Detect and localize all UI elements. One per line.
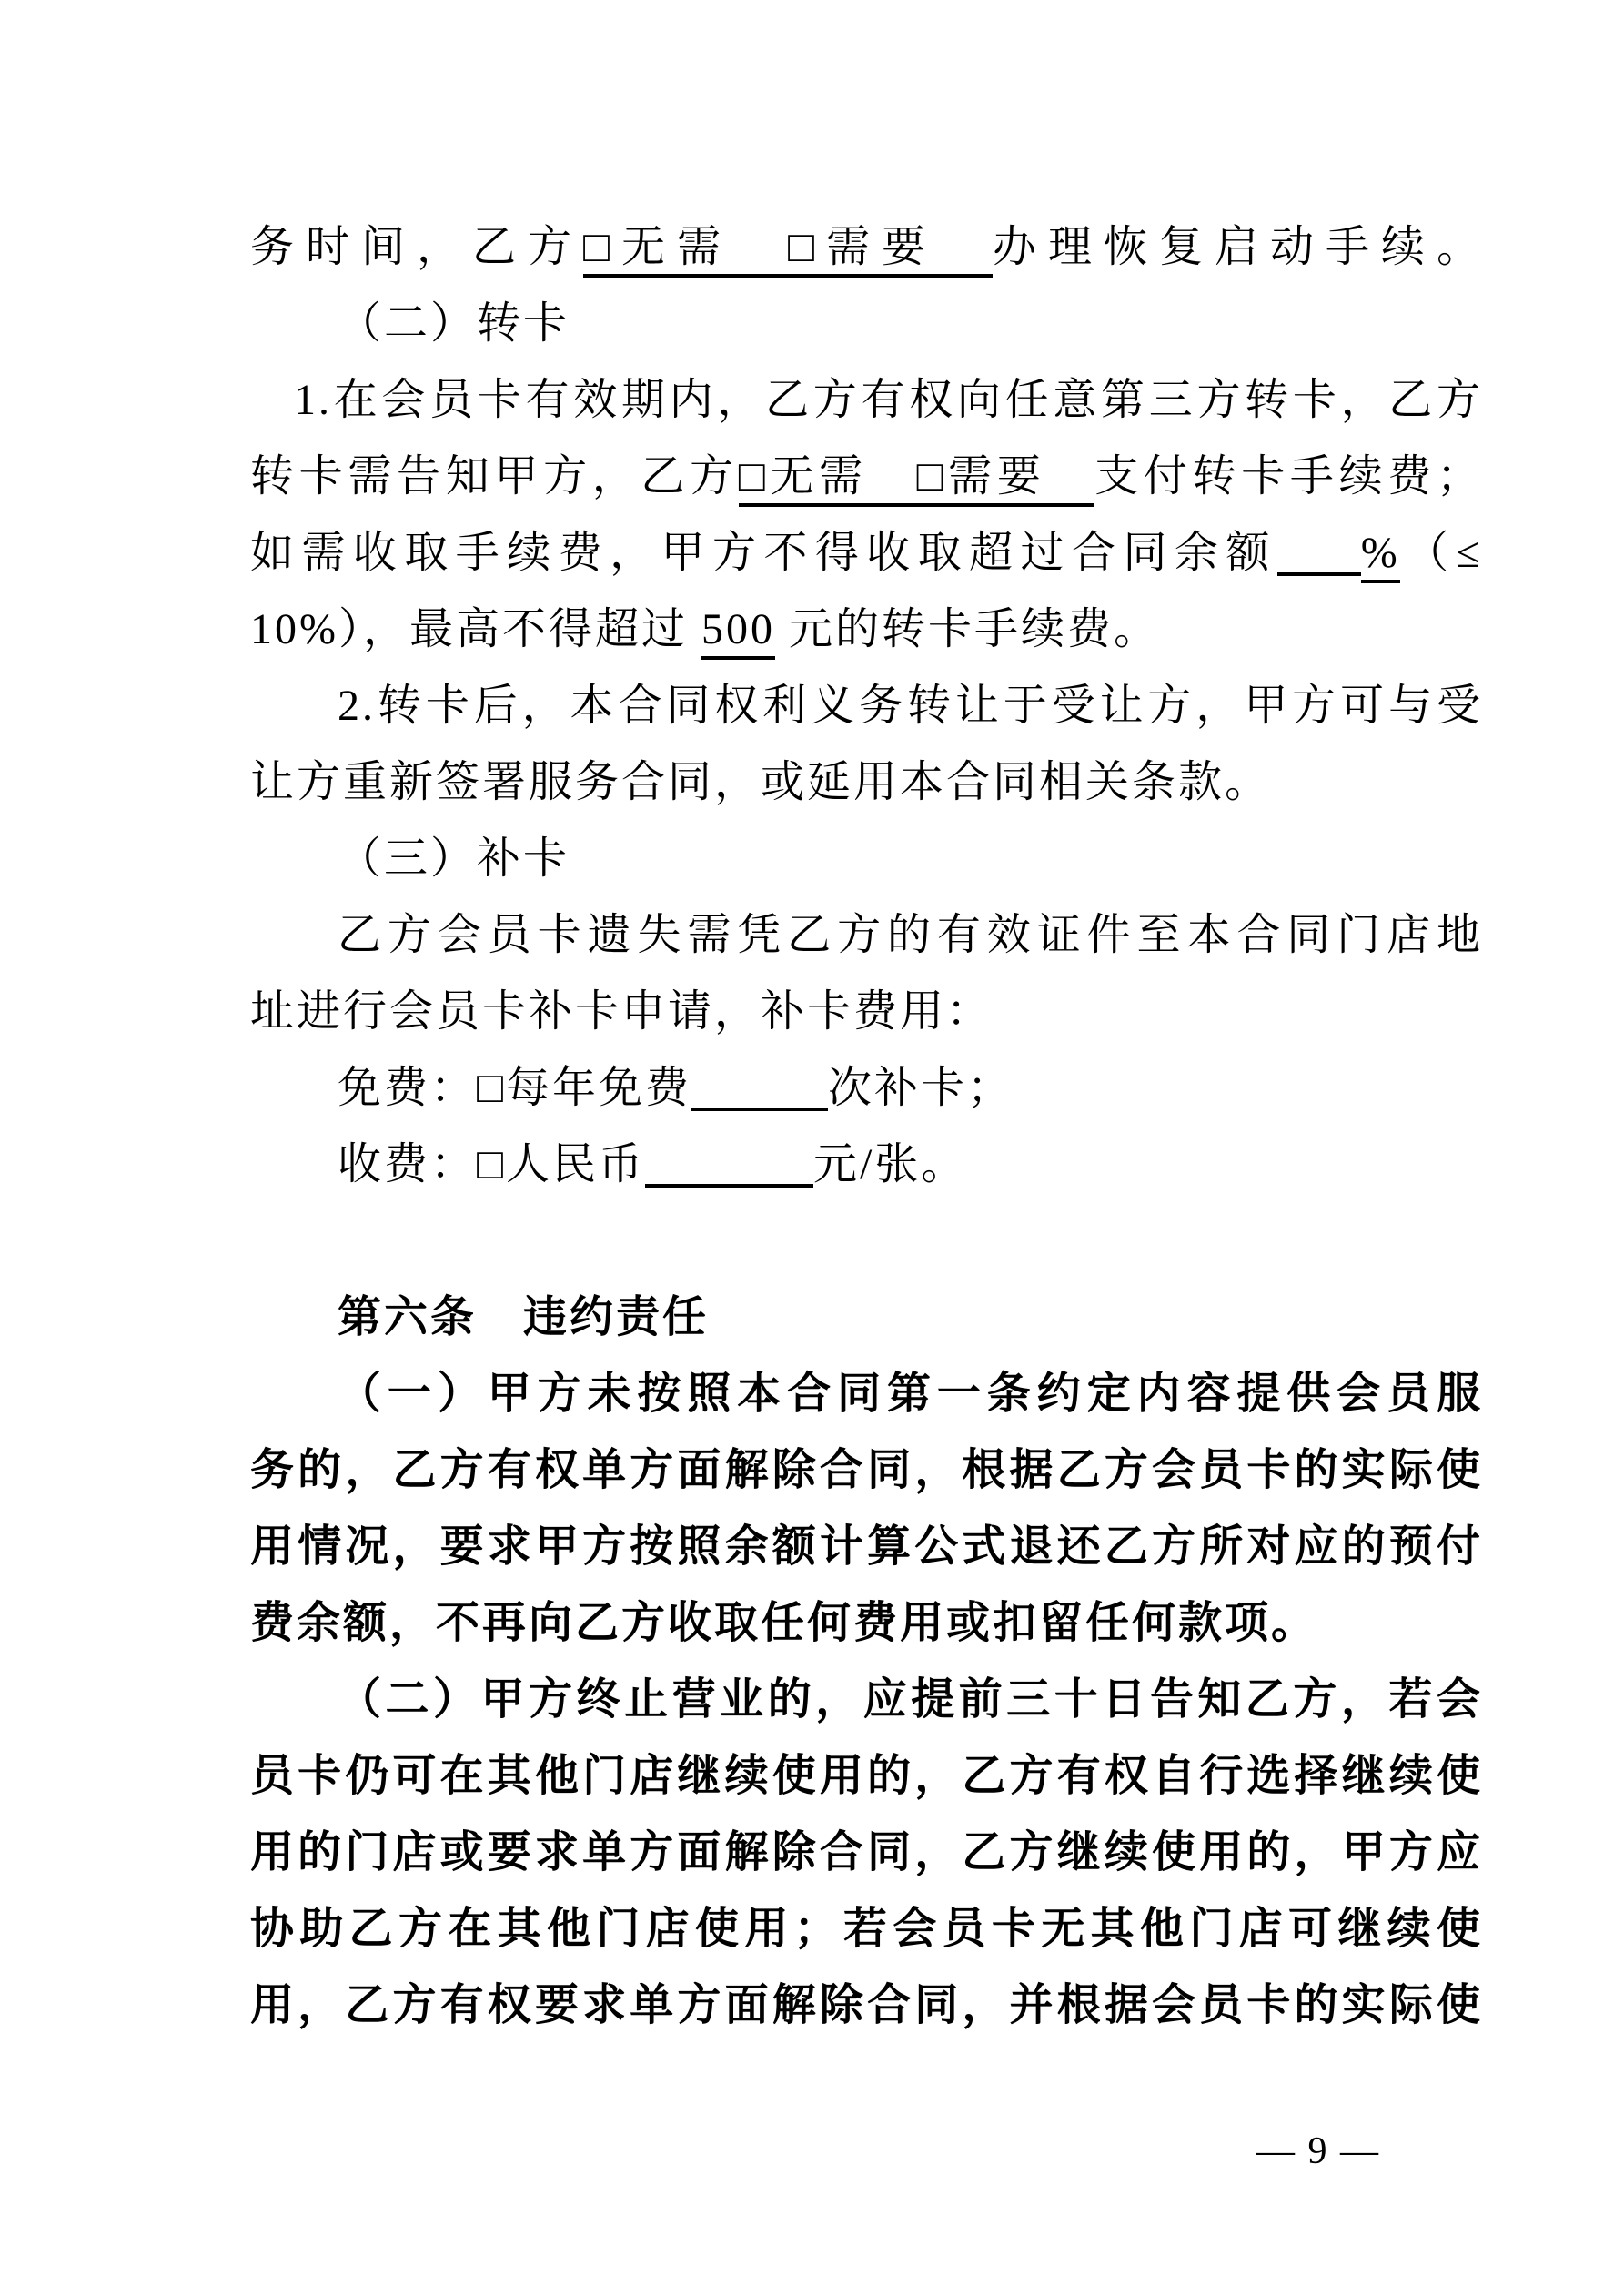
line-text: （一）甲方未按照本合同第一条约定内容提供会员服: [338, 1370, 1483, 1418]
blank-field: [1277, 538, 1361, 576]
contract-line: [250, 668, 1483, 744]
line-text: 免费：: [338, 1064, 478, 1112]
checkbox-icon: □: [477, 1140, 507, 1188]
choice-label: 无需: [620, 223, 788, 271]
choice-label: 需要: [948, 452, 1095, 501]
contract-line: [250, 592, 1483, 668]
line-text: 每年免费: [506, 1064, 692, 1112]
contract-line: [250, 1815, 1483, 1891]
line-text: （二）甲方终止营业的，应提前三十日告知乙方，若会: [338, 1675, 1483, 1724]
choice-label: 无需: [770, 452, 917, 501]
heading-text: 第六条 违约责任: [338, 1293, 710, 1341]
line-text: 让方重新签署服务合同，或延用本合同相关条款。: [250, 758, 1272, 806]
line-text: 用的门店或要求单方面解除合同，乙方继续使用的，甲方应: [250, 1828, 1483, 1876]
line-text: 员卡仍可在其他门店继续使用的，乙方有权自行选择继续使: [250, 1752, 1483, 1800]
contract-line: [250, 1585, 1483, 1662]
line-text: 元/张。: [813, 1140, 968, 1188]
contract-line-resume-procedure: [250, 209, 1483, 286]
checkbox-icon: □: [916, 452, 949, 501]
line-text: （二）转卡: [338, 299, 570, 348]
fee-cap-amount: 500: [701, 605, 775, 660]
line-text: 转卡需告知甲方，乙方: [250, 452, 739, 501]
checkbox-icon: □: [787, 223, 826, 271]
line-text: 如需收取手续费，甲方不得收取超过合同余额: [250, 529, 1277, 577]
contract-line: [250, 1356, 1483, 1432]
line-text: 乙方会员卡遗失需凭乙方的有效证件至本合同门店地: [338, 911, 1483, 959]
underlined-choice: [583, 223, 993, 278]
article-6-heading: [250, 1279, 1483, 1356]
line-text: 支付转卡手续费；: [1094, 452, 1483, 501]
line-text: 务的，乙方有权单方面解除合同，根据乙方会员卡的实际使: [250, 1446, 1483, 1494]
line-text: 费余额，不再向乙方收取任何费用或扣留任何款项。: [250, 1599, 1318, 1647]
contract-line: [250, 1432, 1483, 1509]
line-text: 收费：: [338, 1140, 478, 1188]
line-text: 协助乙方在其他门店使用；若会员卡无其他门店可继续使: [250, 1905, 1483, 1953]
line-text: 务时间，乙方: [250, 223, 583, 271]
underlined-choice: [739, 452, 1094, 507]
subsection-heading-replace-card: [250, 821, 1483, 897]
line-text: 2.转卡后，本合同权利义务转让于受让方，甲方可与受: [338, 682, 1483, 730]
contract-line-paid-replacement: [250, 1127, 1483, 1203]
page-number: — 9 —: [1256, 2130, 1380, 2172]
line-text: 用，乙方有权要求单方面解除合同，并根据会员卡的实际使: [250, 1981, 1483, 2029]
line-text: 人民币: [506, 1140, 646, 1188]
contract-line: [250, 1662, 1483, 1738]
contract-body: [250, 209, 1483, 2044]
line-text: 1.在会员卡有效期内，乙方有权向任意第三方转卡，乙方: [294, 376, 1483, 424]
line-text: 用情况，要求甲方按照余额计算公式退还乙方所对应的预付: [250, 1522, 1483, 1571]
contract-line-free-replacement: [250, 1050, 1483, 1127]
contract-line: [250, 1967, 1483, 2044]
contract-line: [250, 1738, 1483, 1815]
contract-line: [250, 897, 1483, 974]
contract-line: [250, 515, 1483, 592]
blank-field: [645, 1149, 813, 1188]
blank-line: [250, 1203, 1483, 1279]
checkbox-icon: □: [738, 452, 771, 501]
contract-line: [250, 1891, 1483, 1967]
contract-line: [250, 1509, 1483, 1585]
contract-line: [250, 439, 1483, 515]
checkbox-icon: □: [477, 1064, 507, 1112]
contract-line: [250, 362, 1483, 439]
blank-field: [691, 1073, 828, 1111]
contract-line: [250, 974, 1483, 1050]
line-text: 址进行会员卡补卡申请，补卡费用：: [250, 987, 994, 1036]
line-text: 办理恢复启动手续。: [992, 223, 1483, 271]
line-text: 元的转卡手续费。: [775, 605, 1161, 653]
subsection-heading-transfer-card: [250, 286, 1483, 362]
line-text: （≤: [1399, 529, 1483, 577]
choice-label: 需要: [825, 223, 993, 271]
line-text: （三）补卡: [338, 834, 570, 883]
line-text: 10%），最高不得超过: [250, 605, 701, 653]
checkbox-icon: □: [582, 223, 621, 271]
line-text: 次补卡；: [828, 1064, 1014, 1112]
contract-line: [250, 744, 1483, 821]
percent-sign: %: [1361, 529, 1400, 583]
